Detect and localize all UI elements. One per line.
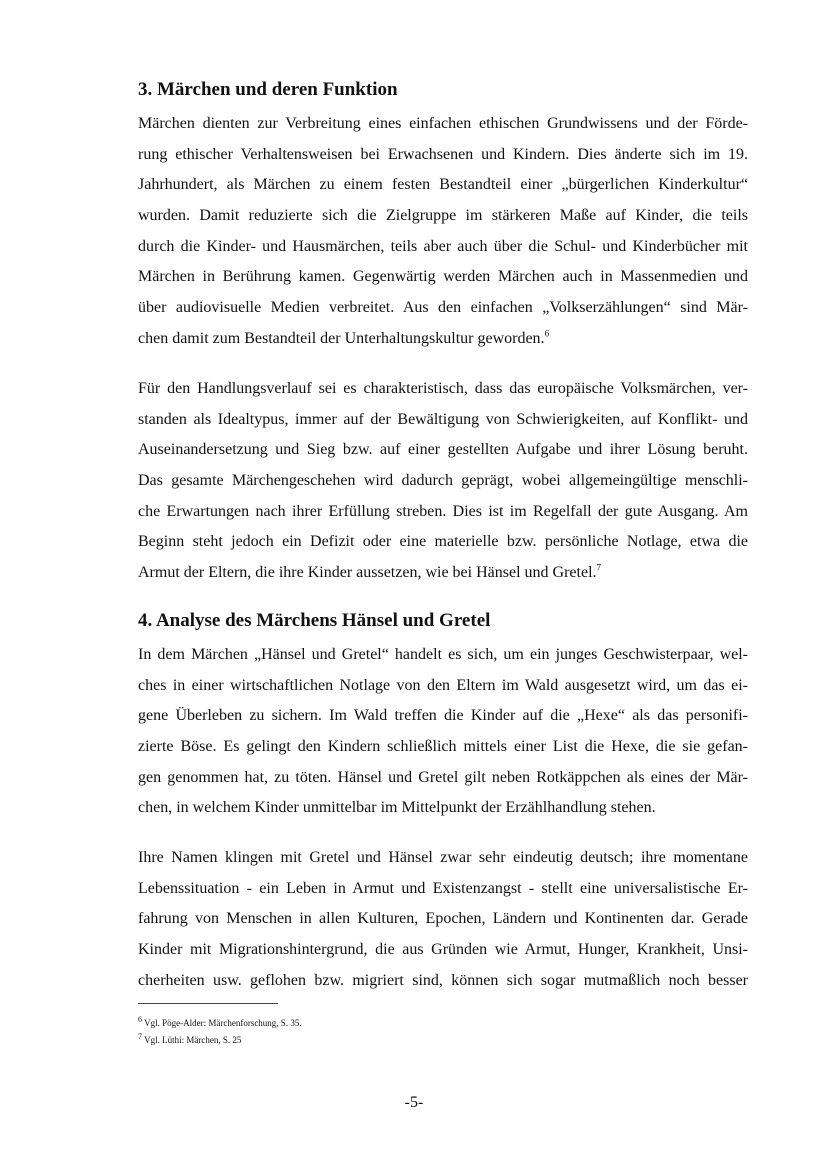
line-text: über audiovisuelle Medien verbreitet. Aus den einfachen „Volkserzählungen“ sind Mär-: [138, 299, 748, 317]
text-line: [138, 793, 748, 824]
line-text: chen, in welchem Kinder unmittelbar im Mittelpunkt der Erzählhandlung stehen.: [138, 799, 656, 817]
section-heading-3: 3. Märchen und deren Funktion: [138, 79, 398, 100]
line-text: cherheiten usw. geflohen bzw. migriert sind, können sich sogar mutmaßlich noch besser: [138, 971, 748, 989]
text-line: [138, 558, 748, 589]
text-line: [138, 904, 748, 935]
line-text: Für den Handlungsverlauf sei es charakteristisch, dass das europäische Volksmärchen, ver-: [138, 380, 748, 397]
text-line: [138, 435, 748, 466]
text-line: [138, 640, 748, 671]
line-text: In dem Märchen „Hänsel und Gretel“ handelt es sich, um ein junges Geschwisterpaar, wel-: [138, 646, 748, 663]
line-text: gene Überleben zu sichern. Im Wald treffen die Kinder auf die „Hexe“ als das personifi-: [138, 707, 748, 725]
footnote-separator: [138, 1003, 278, 1004]
text-line: [138, 324, 748, 355]
text-line: [138, 874, 748, 905]
line-text: durch die Kinder- und Hausmärchen, teils aber auch über die Schul- und Kinderbücher mit: [138, 237, 748, 255]
footnote-number: 7: [138, 1032, 142, 1041]
line-text: Lebenssituation - ein Leben in Armut und Existenzangst - stellt eine universalistische Er-: [138, 879, 748, 897]
page-number: -5-: [404, 1094, 424, 1111]
line-text: rung ethischer Verhaltensweisen bei Erwachsenen und Kindern. Dies änderte sich im 19.: [138, 145, 748, 163]
text-line: [138, 935, 748, 966]
line-text: Ihre Namen klingen mit Gretel und Hänsel zwar sehr eindeutig deutsch; ihre momentane: [138, 849, 748, 866]
paragraph: [138, 109, 748, 355]
text-line: [138, 701, 748, 732]
text-line: [138, 763, 748, 794]
paragraph: [138, 374, 748, 589]
text-line: [138, 671, 748, 702]
line-text: gen genommen hat, zu töten. Hänsel und Gretel gilt neben Rotkäppchen als eines der Mär-: [138, 768, 748, 786]
text-line: [138, 966, 748, 997]
line-text: Armut der Eltern, die ihre Kinder aussetzen, wie bei Hänsel und Gretel.: [138, 564, 597, 582]
line-text: fahrung von Menschen in allen Kulturen, Epochen, Ländern und Kontinenten dar. Gerade: [138, 910, 748, 928]
text-line: [138, 843, 748, 874]
line-text: Kinder mit Migrationshintergrund, die aus Gründen wie Armut, Hunger, Krankheit, Unsi-: [138, 941, 748, 959]
line-text: Beginn steht jedoch ein Defizit oder eine materielle bzw. persönliche Notlage, etwa die: [138, 533, 748, 551]
text-line: [138, 201, 748, 232]
line-text: ches in einer wirtschaftlichen Notlage von den Eltern im Wald ausgesetzt wird, um das ei-: [138, 676, 748, 694]
line-text: Auseinandersetzung und Sieg bzw. auf einer gestellten Aufgabe und ihrer Lösung beruht.: [138, 441, 748, 459]
line-text: zierte Böse. Es gelingt den Kindern schließlich mittels einer List die Hexe, die sie gefan-: [138, 738, 748, 756]
text-line: [138, 140, 748, 171]
text-line: [138, 405, 748, 436]
text-line: [138, 732, 748, 763]
text-line: [138, 497, 748, 528]
text-line: [138, 466, 748, 497]
line-text: che Erwartungen nach ihrer Erfüllung streben. Dies ist im Regelfall der gute Ausgang. Am: [138, 502, 748, 520]
line-text: Jahrhundert, als Märchen zu einem festen Bestandteil einer „bürgerlichen Kinderkultur“: [138, 176, 748, 194]
footnote-text: Vgl. Pöge-Alder: Märchenforschung, S. 35.: [144, 1018, 302, 1028]
line-text: Märchen dienten zur Verbreitung eines einfachen ethischen Grundwissens und der Förde-: [138, 115, 748, 132]
footnote-6: [138, 1015, 302, 1028]
text-line: [138, 374, 748, 405]
footnote-reference[interactable]: 7: [596, 562, 602, 573]
text-line: [138, 293, 748, 324]
line-text: standen als Idealtypus, immer auf der Bewältigung von Schwierigkeiten, auf Konflikt- und: [138, 410, 748, 428]
section-heading-4: 4. Analyse des Märchens Hänsel und Gretel: [138, 610, 491, 631]
text-line: [138, 527, 748, 558]
footnote-text: Vgl. Lüthi: Märchen, S. 25: [144, 1035, 242, 1045]
text-line: [138, 262, 748, 293]
footnote-reference[interactable]: 6: [544, 328, 550, 339]
text-line: [138, 170, 748, 201]
text-line: [138, 109, 748, 140]
paragraph: [138, 843, 748, 996]
footnote-number: 6: [138, 1015, 142, 1024]
line-text: chen damit zum Bestandteil der Unterhaltungskultur geworden.: [138, 329, 545, 347]
paragraph: [138, 640, 748, 824]
line-text: wurden. Damit reduzierte sich die Zielgruppe im stärkeren Maße auf Kinder, die teils: [138, 207, 748, 225]
footnote-7: [138, 1032, 242, 1045]
line-text: Das gesamte Märchengeschehen wird dadurch geprägt, wobei allgemeingültige menschli-: [138, 472, 748, 490]
line-text: Märchen in Berührung kamen. Gegenwärtig werden Märchen auch in Massenmedien und: [138, 268, 748, 286]
text-line: [138, 232, 748, 263]
